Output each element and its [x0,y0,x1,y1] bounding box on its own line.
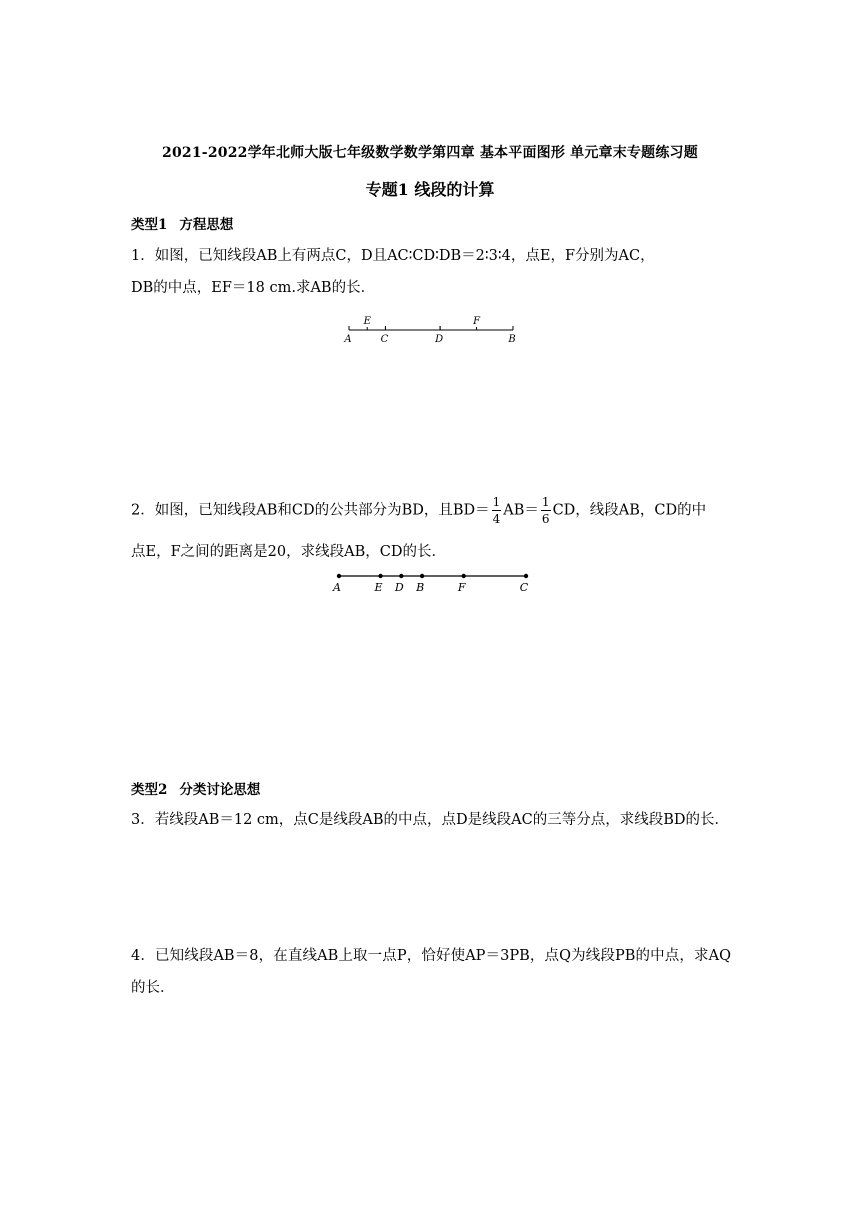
section-name: 方程思想 [179,217,234,233]
fraction-denominator: 4 [492,512,501,526]
section-name: 分类讨论思想 [179,782,261,798]
point-label: E [363,316,371,327]
point-label: B [416,581,425,594]
point-dot [399,574,403,578]
point-label: A [333,581,341,594]
point-dot [524,574,528,578]
question-1-line-1: 1．如图，已知线段AB上有两点C，D且AC∶CD∶DB＝2∶3∶4，点E，F分别为AC， [131,248,655,264]
question-2-line-2: 点E，F之间的距离是20，求线段AB，CD的长． [131,544,446,560]
point-dot [337,574,341,578]
document-subtitle: 专题1 线段的计算 [365,180,495,199]
fraction-denominator: 6 [541,512,550,526]
document-title: 2021-2022学年北师大版七年级数学数学第四章 基本平面图形 单元章末专题练习题 [162,145,698,161]
point-label: C [380,334,389,345]
point-dot [378,574,382,578]
question-2-text-c: CD，线段AB，CD的中 [552,502,707,519]
point-label: B [508,334,516,345]
point-dot [461,574,465,578]
question-2-text-a: 2．如图，已知线段AB和CD的公共部分为BD，且BD＝ [131,502,490,519]
point-label: A [344,334,352,345]
point-dot [420,574,424,578]
section-label: 类型1 [131,217,168,233]
question-2-text-b: AB＝ [503,502,539,519]
question-4: 4．已知线段AB＝8，在直线AB上取一点P，恰好使AP＝3PB，点Q为线段PB的中点，求AQ的长． [131,948,731,996]
point-label: D [394,581,404,594]
point-label: C [519,581,529,594]
section-heading-2 [131,778,260,798]
point-label: D [435,334,444,345]
question-3: 3．若线段AB＝12 cm，点C是线段AB的中点，点D是线段AC的三等分点，求线段BD的长． [131,812,729,828]
question-1-line-2: DB的中点，EF＝18 cm.求AB的长． [131,280,376,296]
fraction-numerator: 1 [492,495,501,509]
section-label: 类型2 [131,782,168,798]
point-label: F [473,316,481,327]
point-label: F [457,581,466,594]
point-label: E [374,581,383,594]
fraction-numerator: 1 [541,495,550,509]
